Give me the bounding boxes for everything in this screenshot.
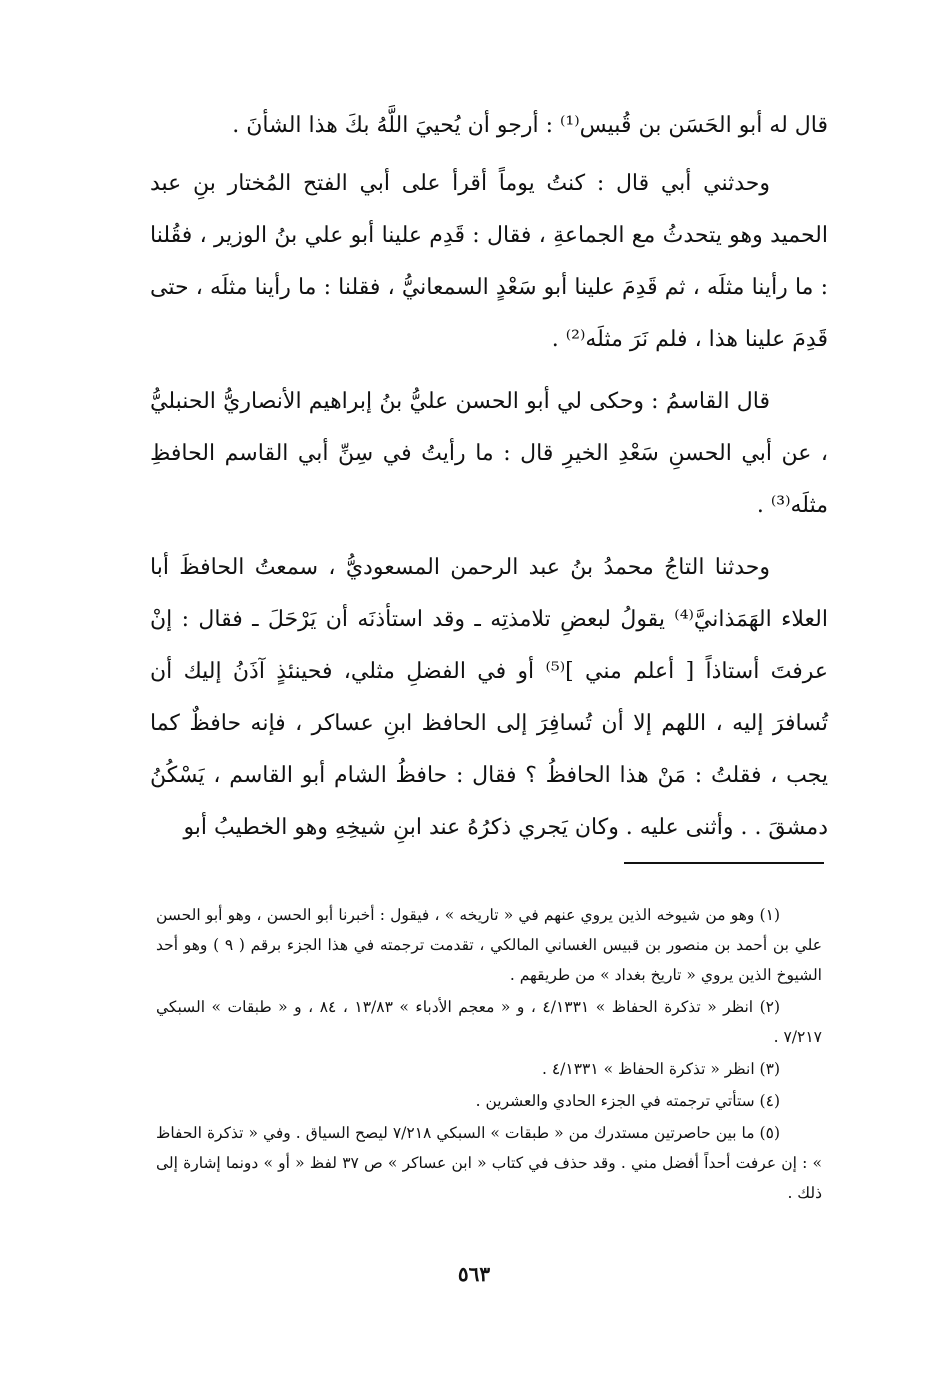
page-number: ٥٦٣ bbox=[457, 1262, 491, 1286]
footnote-2: (٢) انظر « تذكرة الحفاظ » ٤/١٣٣١ ، و « معجم الأدباء » ١٣/٨٣ ، ٨٤ ، و « طبقات » السبكي ٧/٢١٧ . bbox=[156, 998, 822, 1046]
paragraph-2: وحدثني أبي قال : كنتُ يوماً أقرأ على أبي الفتح المُختار بنِ عبد الحميد وهو يتحدثُ مع الجماعةِ ، فقال : قَدِم علينا أبو علي بنُ الوزير ، فقُلنا : ما رأينا مثلَه ، ثم قَدِمَ علينا أبو سَعْدٍ السمعانيُّ ، فقلنا : ما رأينا مثلَه ، حتى قَدِمَ علينا هذا ، فلم نَرَ مثلَه⁽²⁾ . bbox=[150, 171, 828, 352]
footnote-5: (٥) ما بين حاصرتين مستدرك من « طبقات » السبكي ٧/٢١٨ ليصح السياق . وفي « تذكرة الحفاظ » : إن عرفت أحداً أفضل مني . وقد حذف في كتاب « ابن عساكر » ص ٣٧ لفظ « أو » دونما إشارة إلى ذلك . bbox=[156, 1124, 822, 1202]
main-text-body bbox=[150, 100, 828, 864]
footnote-separator bbox=[624, 862, 824, 864]
footnote-3: (٣) انظر « تذكرة الحفاظ » ٤/١٣٣١ . bbox=[541, 1060, 780, 1078]
paragraph-4: وحدثنا التاجُ محمدُ بنُ عبد الرحمن المسعوديُّ ، سمعتُ الحافظَ أبا العلاء الهَمَذانيَّ⁽⁴⁾ يقولُ لبعضِ تلامذتِه ـ وقد استأذنَه أن يَرْحَلَ ـ فقال : إنْ عرفتَ أستاذاً [ أعلم مني ]⁽⁵⁾ أو في الفضلِ مثلي، فحينئذٍ آذَنُ إليك أن تُسافرَ إليه ، اللهم إلا أن تُسافِرَ إلى الحافظ ابنِ عساكر ، فإنه حافظٌ كما يجب ، فقلتُ : مَنْ هذا الحافظُ ؟ فقال : حافظُ الشام أبو القاسم ، يَسْكُنُ دمشقَ . . وأثنى عليه . وكان يَجري ذكرُهُ عند ابنِ شيخِهِ وهو الخطيبُ أبو bbox=[150, 555, 829, 840]
paragraph-3: قال القاسمُ : وحكى لي أبو الحسن عليُّ بنُ إبراهيم الأنصاريُّ الحنبليُّ ، عن أبي الحسنِ سَعْدِ الخيرِ قال : ما رأيتُ في سِنِّ أبي القاسم الحافظِ مثلَه⁽³⁾ . bbox=[150, 389, 828, 518]
footnote-1: (١) وهو من شيوخه الذين يروي عنهم في « تاريخه » ، فيقول : أخبرنا أبو الحسن ، وهو أبو الحسن علي بن أحمد بن منصور بن قبيس الغساني المالكي ، تقدمت ترجمته في هذا الجزء برقم ( ٩ ) وهو أحد الشيوخ الذين يروي « تاريخ بغداد » من طريقهم . bbox=[156, 906, 822, 984]
footnote-4: (٤) ستأتي ترجمته في الجزء الحادي والعشرين . bbox=[475, 1092, 780, 1110]
paragraph-1: قال له أبو الحَسَن بن قُبيس⁽¹⁾ : أرجو أن يُحييَ اللَّهُ بكَ هذا الشأنَ . bbox=[232, 113, 828, 138]
footnotes-section bbox=[156, 900, 822, 1210]
